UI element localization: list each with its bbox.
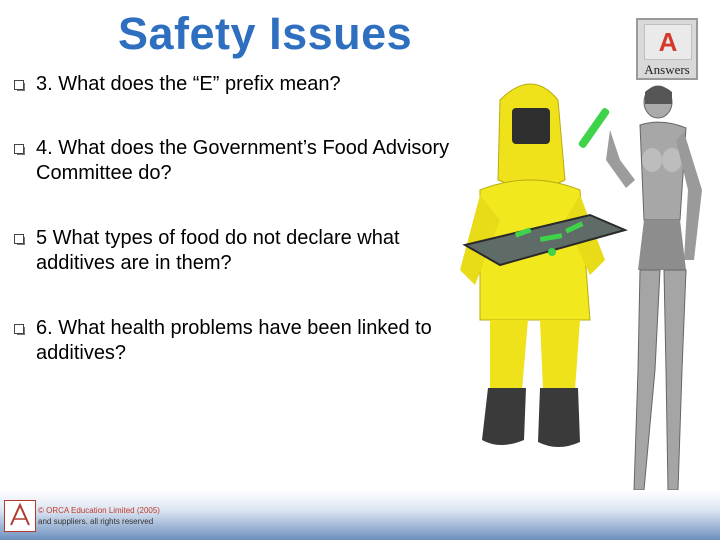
question-item [14, 72, 454, 97]
question-item [14, 136, 454, 186]
orca-logo-icon [4, 500, 36, 532]
answer-letter: A [658, 27, 678, 57]
answer-letter-box [644, 24, 692, 60]
checkbox-bullet-icon [14, 144, 24, 154]
illustration [440, 70, 720, 510]
question-text: 3. What does the “E” prefix mean? [36, 73, 341, 95]
question-item [14, 316, 454, 366]
answers-label: Answers [644, 62, 690, 77]
copyright-line-2: and suppliers. all rights reserved [38, 517, 154, 526]
question-text: 5 What types of food do not declare what additives are in them? [36, 227, 400, 274]
checkbox-bullet-icon [14, 80, 24, 90]
copyright-line-1: © ORCA Education Limited (2005) [38, 506, 160, 515]
question-item [14, 226, 454, 276]
question-text: 6. What health problems have been linked to additives? [36, 317, 432, 364]
slide-title: Safety Issues [118, 8, 413, 59]
robot-woman-figure [578, 86, 702, 490]
checkbox-bullet-icon [14, 234, 24, 244]
question-text: 4. What does the Government’s Food Advisory Committee do? [36, 137, 450, 184]
checkbox-bullet-icon [14, 324, 24, 334]
